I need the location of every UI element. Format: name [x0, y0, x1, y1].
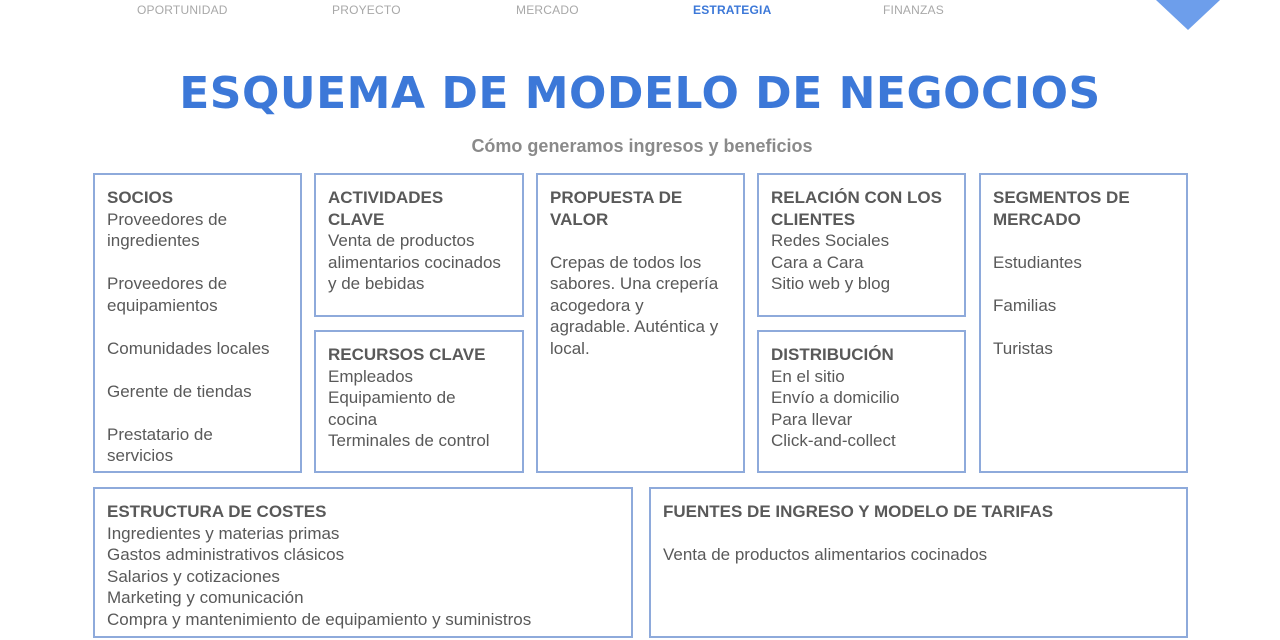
box-socios-line: Gerente de tiendas: [107, 381, 252, 401]
box-propuesta-title: PROPUESTA DE: [550, 188, 683, 207]
box-socios-line: servicios: [107, 446, 174, 465]
box-costes-line: Salarios y cotizaciones: [107, 566, 280, 586]
box-segmentos-line: Estudiantes: [993, 252, 1082, 272]
box-actividades-title: CLAVE: [328, 209, 385, 229]
box-segmentos-title: MERCADO: [993, 209, 1081, 229]
box-costes-line: Ingredientes y materias primas: [107, 523, 340, 543]
box-actividades-title: ACTIVIDADES: [328, 188, 444, 207]
spacer: [107, 359, 289, 381]
box-costes-line: Gastos administrativos clásicos: [107, 545, 345, 564]
spacer: [993, 273, 1175, 295]
box-distribucion-line: Envío a domicilio: [771, 388, 900, 407]
box-segmentos-line: Turistas: [993, 338, 1053, 358]
box-propuesta-valor: [536, 173, 745, 473]
box-costes-line: Marketing y comunicación: [107, 588, 304, 607]
box-socios-title: SOCIOS: [107, 188, 174, 207]
spacer: [663, 523, 1175, 545]
box-propuesta-line: local.: [550, 338, 590, 358]
box-propuesta-line: Crepas de todos los: [550, 252, 702, 272]
box-costes-title: ESTRUCTURA DE COSTES: [107, 502, 327, 521]
box-fuentes-title: FUENTES DE INGRESO Y MODELO DE TARIFAS: [663, 502, 1054, 521]
box-recursos-line: cocina: [328, 409, 378, 429]
spacer: [993, 316, 1175, 338]
box-distribucion-line: Para llevar: [771, 409, 853, 429]
box-recursos-line: Terminales de control: [328, 431, 490, 450]
corner-marker-icon: [1156, 0, 1220, 30]
spacer: [107, 402, 289, 424]
box-fuentes-ingreso: [649, 487, 1188, 638]
box-propuesta-line: sabores. Una crepería: [550, 274, 719, 293]
box-costes-line: Compra y mantenimiento de equipamiento y suministros: [107, 609, 532, 629]
nav-item-finanzas[interactable]: FINANZAS: [883, 3, 944, 17]
box-estructura-costes: [93, 487, 633, 638]
spacer: [993, 230, 1175, 252]
box-propuesta-title: VALOR: [550, 209, 609, 229]
box-distribucion: [757, 330, 966, 473]
box-relacion-title: CLIENTES: [771, 209, 856, 229]
box-segmentos-mercado: [979, 173, 1188, 473]
box-distribucion-title: DISTRIBUCIÓN: [771, 345, 894, 364]
box-distribucion-line: Click-and-collect: [771, 431, 896, 450]
box-socios-line: Comunidades locales: [107, 338, 270, 358]
box-relacion-title: RELACIÓN CON LOS: [771, 188, 942, 207]
spacer: [107, 252, 289, 274]
box-segmentos-title: SEGMENTOS DE: [993, 188, 1130, 207]
box-fuentes-line: Venta de productos alimentarios cocinados: [663, 545, 988, 564]
box-relacion-line: Redes Sociales: [771, 231, 890, 250]
box-relacion-clientes: [757, 173, 966, 317]
box-actividades-line: alimentarios cocinados: [328, 252, 501, 272]
page-subtitle: Cómo generamos ingresos y beneficios: [471, 136, 813, 156]
box-relacion-line: Sitio web y blog: [771, 274, 891, 293]
nav-item-estrategia[interactable]: ESTRATEGIA: [693, 3, 772, 17]
box-socios-line: Proveedores de: [107, 209, 228, 229]
nav-item-proyecto[interactable]: PROYECTO: [332, 3, 401, 17]
box-segmentos-line: Familias: [993, 295, 1057, 315]
box-distribucion-line: En el sitio: [771, 366, 845, 386]
spacer: [550, 230, 732, 252]
box-propuesta-line: acogedora y: [550, 295, 644, 315]
nav-item-mercado[interactable]: MERCADO: [516, 3, 579, 17]
box-socios-line: Prestatario de: [107, 424, 213, 444]
box-recursos-clave: [314, 330, 524, 473]
box-socios-line: equipamientos: [107, 295, 218, 315]
box-socios: [93, 173, 302, 473]
box-recursos-title: RECURSOS CLAVE: [328, 345, 486, 364]
box-recursos-line: Equipamiento de: [328, 388, 456, 407]
spacer: [107, 316, 289, 338]
box-propuesta-line: agradable. Auténtica y: [550, 317, 719, 336]
box-recursos-line: Empleados: [328, 366, 414, 386]
page-title: ESQUEMA DE MODELO DE NEGOCIOS: [179, 68, 1101, 119]
box-socios-line: ingredientes: [107, 231, 200, 250]
box-socios-line: Proveedores de: [107, 274, 228, 293]
box-actividades-line: Venta de productos: [328, 231, 475, 250]
nav-item-oportunidad[interactable]: OPORTUNIDAD: [137, 3, 228, 17]
box-actividades-line: y de bebidas: [328, 274, 425, 293]
box-actividades-clave: [314, 173, 524, 317]
box-relacion-line: Cara a Cara: [771, 252, 864, 272]
